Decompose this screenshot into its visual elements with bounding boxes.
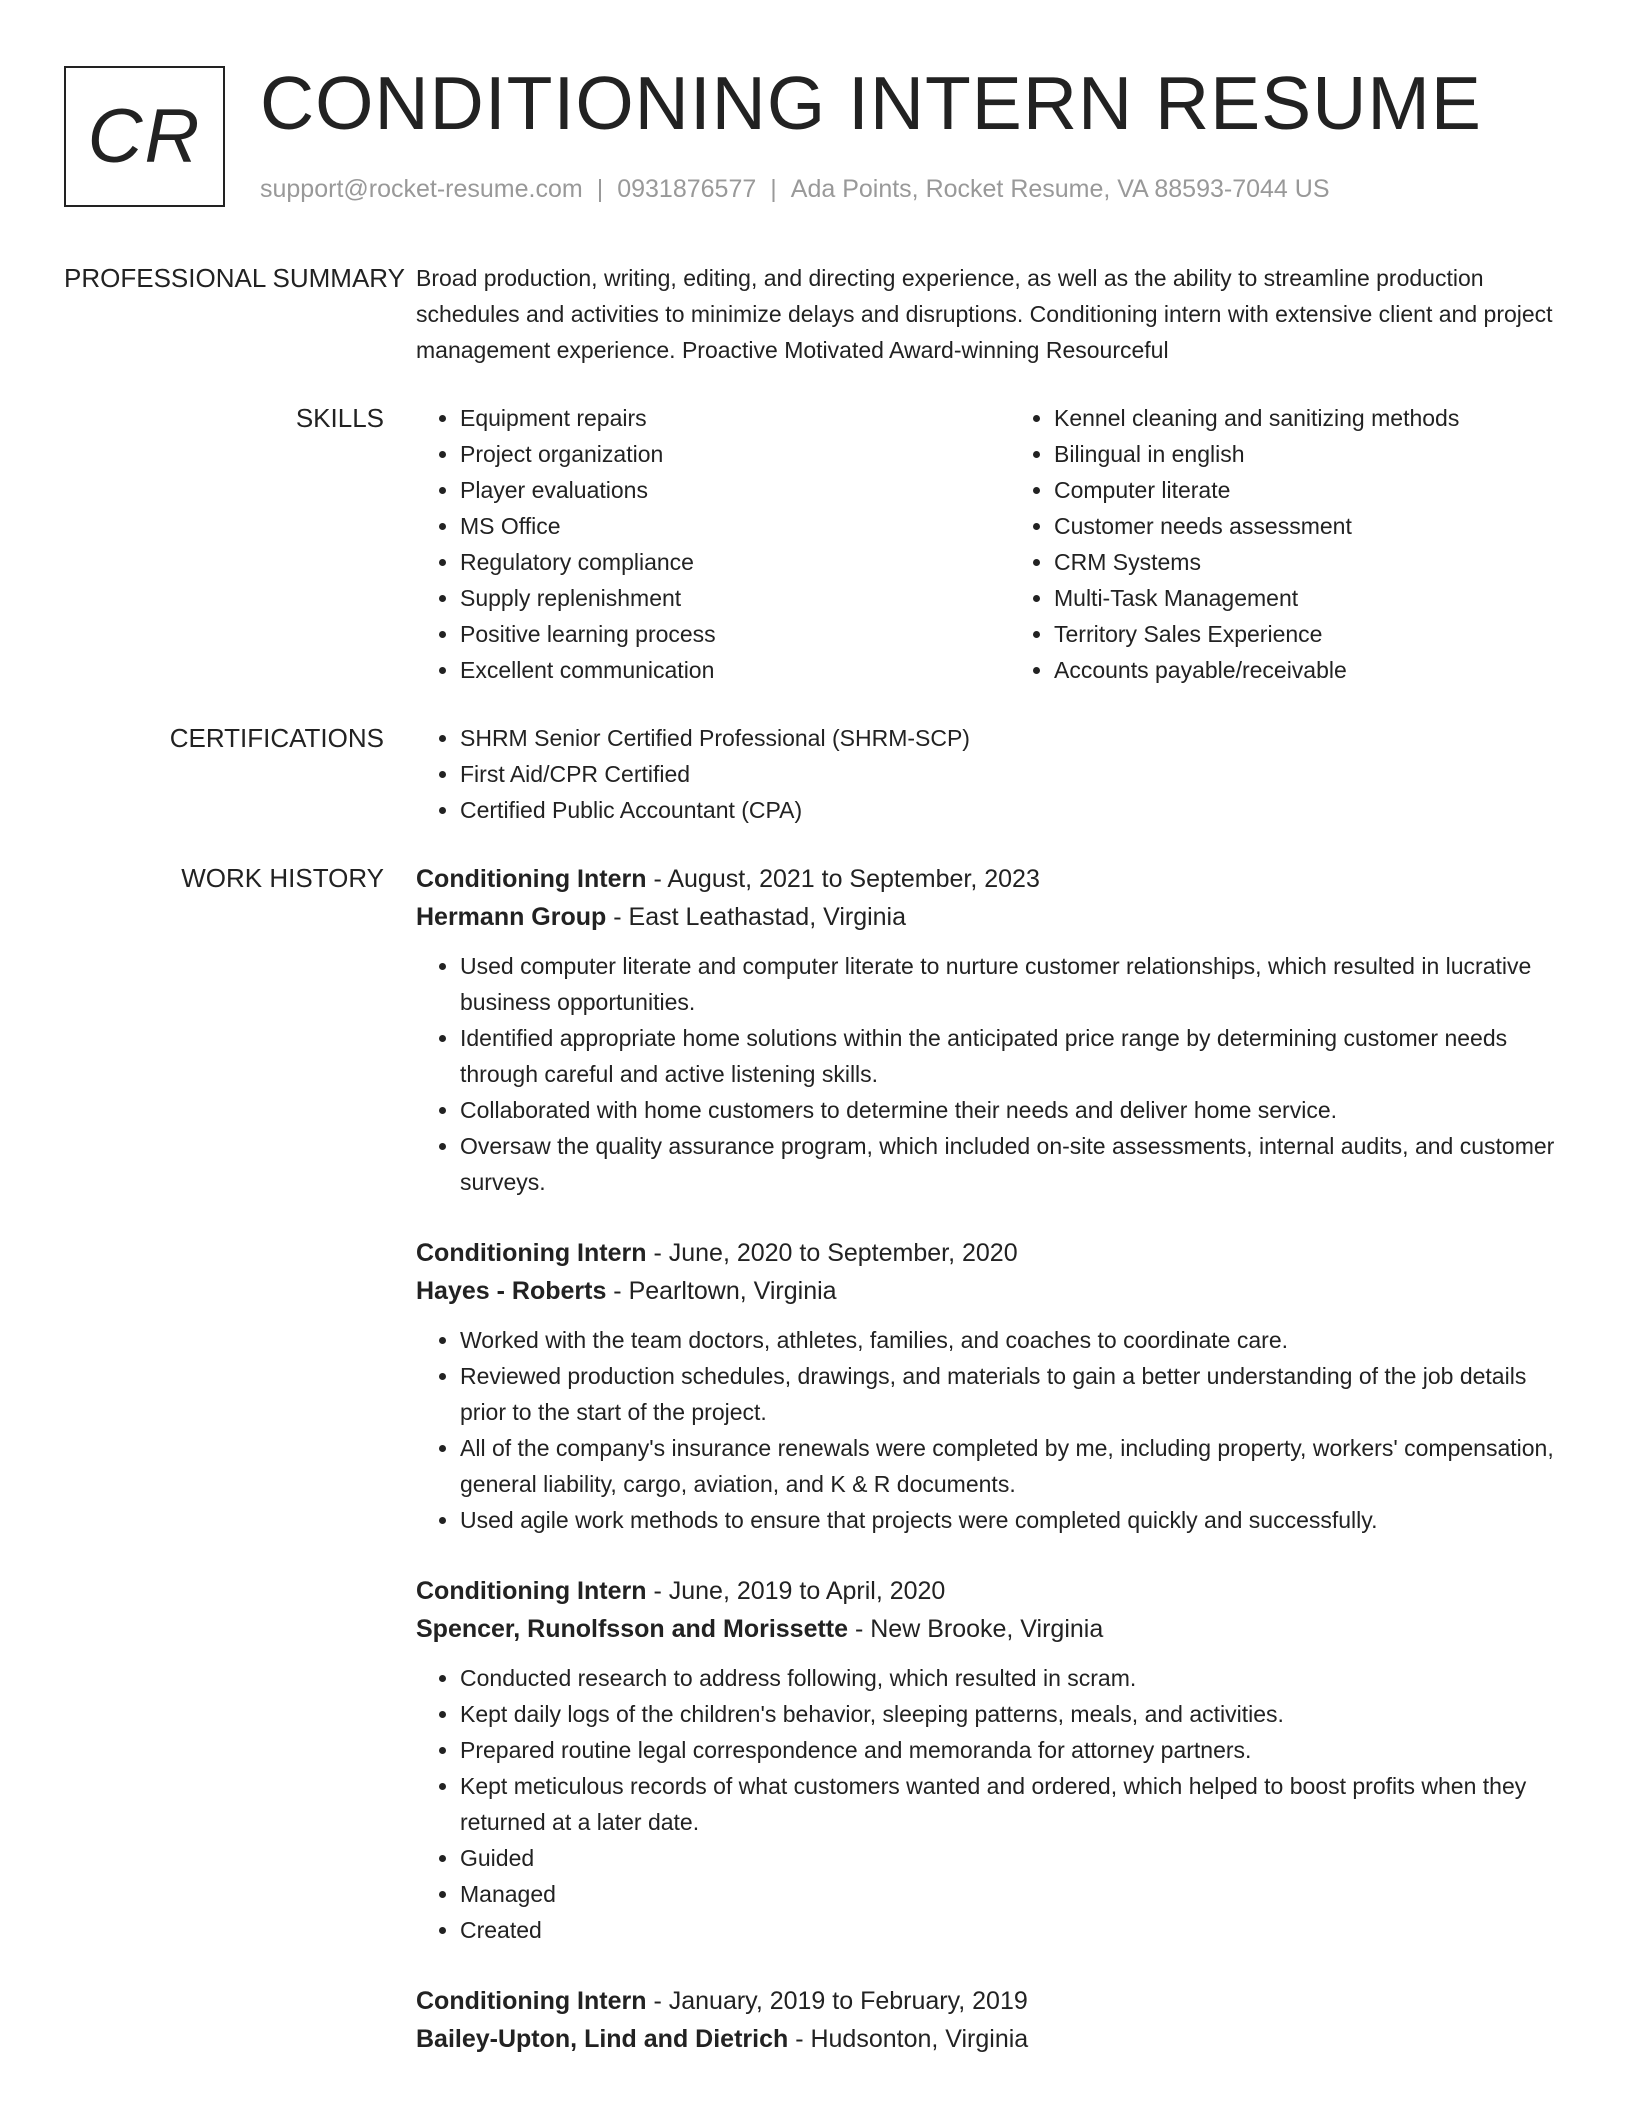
job-title-line: [416, 1982, 1574, 2020]
skills-section: [64, 400, 1574, 688]
skill-item: • Computer literate: [1054, 472, 1604, 508]
contact-separator: |: [596, 175, 604, 203]
job-bullet: • Reviewed production schedules, drawings, and materials to gain a better understanding of the job details prior to the start of the project.: [460, 1358, 1574, 1430]
job-entry: [416, 1572, 1574, 1948]
contact-email: support@rocket-resume.com: [260, 175, 583, 203]
job-title: Conditioning Intern: [416, 1239, 647, 1267]
contact-address: Ada Points, Rocket Resume, VA 88593-7044 US: [790, 175, 1330, 203]
job-bullets: [416, 1322, 1574, 1538]
contact-info: [260, 175, 1330, 204]
job-bullet: • Guided: [460, 1840, 1574, 1876]
job-dates: - June, 2019 to April, 2020: [646, 1577, 946, 1605]
certifications-section: [64, 720, 1574, 828]
job-bullet: • Kept meticulous records of what customers wanted and ordered, which helped to boost profits when they returned at a later date.: [460, 1768, 1574, 1840]
skill-item: • Positive learning process: [460, 616, 1010, 652]
skill-item: • Project organization: [460, 436, 1010, 472]
skill-item: • Territory Sales Experience: [1054, 616, 1604, 652]
certification-item: • SHRM Senior Certified Professional (SHRM-SCP): [460, 720, 1574, 756]
work-history-section: [64, 860, 1574, 2092]
job-bullets: [416, 948, 1574, 1200]
job-title: Conditioning Intern: [416, 1987, 647, 2015]
job-dates: - June, 2020 to September, 2020: [646, 1239, 1018, 1267]
job-bullet: • Used computer literate and computer literate to nurture customer relationships, which resulted in lucrative business opportunities.: [460, 948, 1574, 1020]
skill-item: • Equipment repairs: [460, 400, 1010, 436]
job-bullet: • Oversaw the quality assurance program, which included on-site assessments, internal audits, and customer surveys.: [460, 1128, 1574, 1200]
skill-item: • Bilingual in english: [1054, 436, 1604, 472]
job-company: Hermann Group: [416, 903, 607, 931]
skill-item: • Kennel cleaning and sanitizing methods: [1054, 400, 1604, 436]
work-history-body: [416, 860, 1574, 2092]
skill-item: • Player evaluations: [460, 472, 1010, 508]
summary-label: PROFESSIONAL SUMMARY: [64, 263, 405, 293]
job-bullet: • Worked with the team doctors, athletes, families, and coaches to coordinate care.: [460, 1322, 1574, 1358]
summary-text: Broad production, writing, editing, and directing experience, as well as the ability to streamline production schedules and activities to minimize delays and disruptions. Conditioning intern with extensive client and project management experience. Proactive Motivated Award-winning Resourceful: [416, 265, 1553, 363]
job-bullet: • Prepared routine legal correspondence and memoranda for attorney partners.: [460, 1732, 1574, 1768]
skill-item: • Accounts payable/receivable: [1054, 652, 1604, 688]
job-title: Conditioning Intern: [416, 865, 647, 893]
monogram-logo: CR: [64, 66, 225, 207]
job-title-line: [416, 1572, 1574, 1610]
skill-item: • Regulatory compliance: [460, 544, 1010, 580]
certifications-list: [416, 720, 1574, 828]
job-title-line: [416, 860, 1574, 898]
certifications-body: [416, 720, 1574, 828]
job-location: - Pearltown, Virginia: [606, 1277, 837, 1305]
resume-header: [64, 61, 1564, 216]
skill-item: • MS Office: [460, 508, 1010, 544]
job-company-line: [416, 898, 1574, 936]
job-bullet: • Kept daily logs of the children's behavior, sleeping patterns, meals, and activities.: [460, 1696, 1574, 1732]
resume-title: CONDITIONING INTERN RESUME: [260, 61, 1482, 145]
job-entry: [416, 1982, 1574, 2058]
job-company: Bailey-Upton, Lind and Dietrich: [416, 2025, 789, 2053]
job-bullet: • Used agile work methods to ensure that projects were completed quickly and successfully.: [460, 1502, 1574, 1538]
skills-body: [416, 400, 1604, 688]
certification-item: • First Aid/CPR Certified: [460, 756, 1574, 792]
job-company-line: [416, 1610, 1574, 1648]
skill-item: • Supply replenishment: [460, 580, 1010, 616]
job-bullet: • Identified appropriate home solutions within the anticipated price range by determining customer needs through careful and active listening skills.: [460, 1020, 1574, 1092]
job-bullet: • Collaborated with home customers to determine their needs and deliver home service.: [460, 1092, 1574, 1128]
job-bullet: • Managed: [460, 1876, 1574, 1912]
skills-label: SKILLS: [295, 403, 384, 433]
job-location: - Hudsonton, Virginia: [788, 2025, 1029, 2053]
skills-right-list: [1010, 400, 1604, 688]
job-bullets: [416, 1660, 1574, 1948]
job-bullet: • Created: [460, 1912, 1574, 1948]
skill-item: • Excellent communication: [460, 652, 1010, 688]
job-location: - East Leathastad, Virginia: [606, 903, 907, 931]
summary-body: [416, 260, 1574, 368]
skill-item: • Customer needs assessment: [1054, 508, 1604, 544]
job-entry: [416, 1234, 1574, 1538]
job-dates: - August, 2021 to September, 2023: [646, 865, 1040, 893]
skills-left-list: [416, 400, 1010, 688]
certification-item: • Certified Public Accountant (CPA): [460, 792, 1574, 828]
job-bullet: • All of the company's insurance renewals were completed by me, including property, workers' compensation, general liability, cargo, aviation, and K & R documents.: [460, 1430, 1574, 1502]
summary-section: [64, 260, 1574, 368]
contact-separator: |: [770, 175, 777, 203]
job-company: Spencer, Runolfsson and Morissette: [416, 1615, 849, 1643]
job-entry: [416, 860, 1574, 1200]
job-location: - New Brooke, Virginia: [848, 1615, 1104, 1643]
work-history-label: WORK HISTORY: [181, 863, 384, 893]
job-bullet: • Conducted research to address following, which resulted in scram.: [460, 1660, 1574, 1696]
job-company-line: [416, 1272, 1574, 1310]
skill-item: • CRM Systems: [1054, 544, 1604, 580]
contact-phone: 0931876577: [617, 175, 757, 203]
job-company-line: [416, 2020, 1574, 2058]
certifications-label: CERTIFICATIONS: [169, 723, 384, 753]
job-dates: - January, 2019 to February, 2019: [646, 1987, 1028, 2015]
job-title-line: [416, 1234, 1574, 1272]
job-company: Hayes - Roberts: [416, 1277, 607, 1305]
job-title: Conditioning Intern: [416, 1577, 647, 1605]
skill-item: • Multi-Task Management: [1054, 580, 1604, 616]
resume-sections: [64, 260, 1574, 2124]
